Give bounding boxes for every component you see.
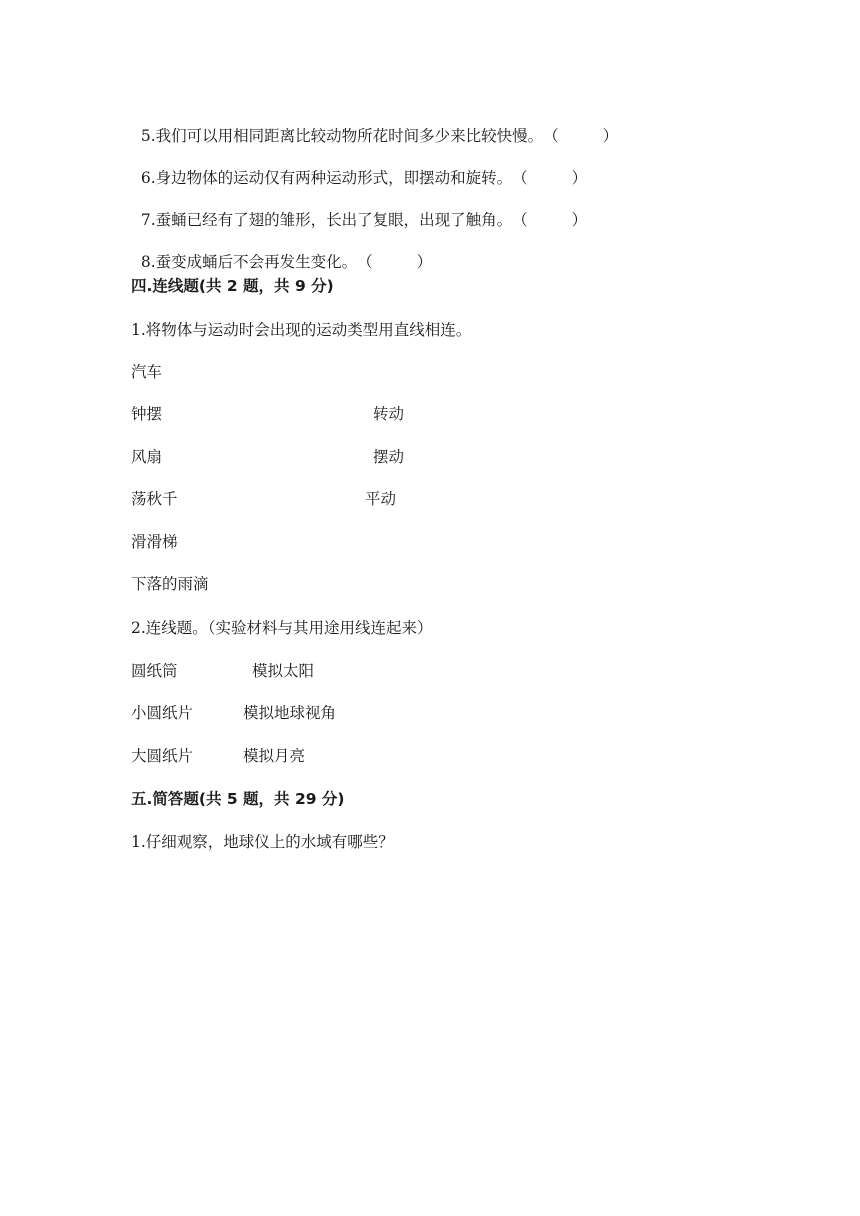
matching2-left-item-small-disc[interactable]: 小圆纸片	[131, 704, 194, 722]
matching2-left-item-paper-tube[interactable]: 圆纸筒	[131, 662, 178, 680]
matching2-right-item-sun[interactable]: 模拟太阳	[252, 662, 315, 680]
matching2-left-item-large-disc[interactable]: 大圆纸片	[131, 747, 194, 765]
answer-paren-open: （	[357, 253, 373, 271]
matching-question-2-prompt: 2.连线题。（实验材料与其用途用线连起来）	[131, 619, 433, 637]
matching-right-item-swinging[interactable]: 摆动	[373, 448, 405, 466]
section-5-title: 五.简答题(共 5 题，共 29 分)	[131, 790, 345, 808]
section-4-title: 四.连线题(共 2 题，共 9 分)	[131, 277, 334, 295]
matching-left-item-pendulum[interactable]: 钟摆	[131, 405, 163, 423]
answer-paren-close: ）	[571, 211, 588, 229]
answer-paren-close: ）	[602, 127, 619, 145]
matching-left-item-car[interactable]: 汽车	[131, 363, 163, 381]
question-text: 8.蚕变成蛹后不会再发生变化。	[140, 253, 358, 271]
short-answer-question-1: 1.仔细观察，地球仪上的水域有哪些？	[131, 833, 394, 851]
judgment-question-8	[131, 232, 432, 272]
answer-paren-open: （	[512, 211, 528, 229]
matching2-right-item-earth-view[interactable]: 模拟地球视角	[243, 704, 337, 722]
judgment-question-5	[131, 106, 618, 146]
matching-left-item-slide[interactable]: 滑滑梯	[131, 533, 178, 551]
answer-paren-open: （	[543, 127, 559, 145]
matching-left-item-swing[interactable]: 荡秋千	[131, 490, 178, 508]
answer-paren-open: （	[512, 169, 528, 187]
matching-left-item-fan[interactable]: 风扇	[131, 448, 163, 466]
question-text: 5.我们可以用相同距离比较动物所花时间多少来比较快慢。	[140, 127, 544, 145]
matching-left-item-raindrop[interactable]: 下落的雨滴	[131, 575, 209, 593]
question-text: 7.蚕蛹已经有了翅的雏形，长出了复眼，出现了触角。	[140, 211, 513, 229]
answer-paren-close: ）	[571, 169, 588, 187]
judgment-question-7	[131, 190, 587, 230]
matching-right-item-translation[interactable]: 平动	[365, 490, 397, 508]
matching2-right-item-moon[interactable]: 模拟月亮	[243, 747, 306, 765]
judgment-question-6	[131, 148, 587, 188]
answer-paren-close: ）	[416, 253, 433, 271]
question-text: 6.身边物体的运动仅有两种运动形式，即摆动和旋转。	[140, 169, 513, 187]
matching-question-1-prompt: 1.将物体与运动时会出现的运动类型用直线相连。	[131, 321, 472, 339]
matching-right-item-rotation[interactable]: 转动	[373, 405, 405, 423]
